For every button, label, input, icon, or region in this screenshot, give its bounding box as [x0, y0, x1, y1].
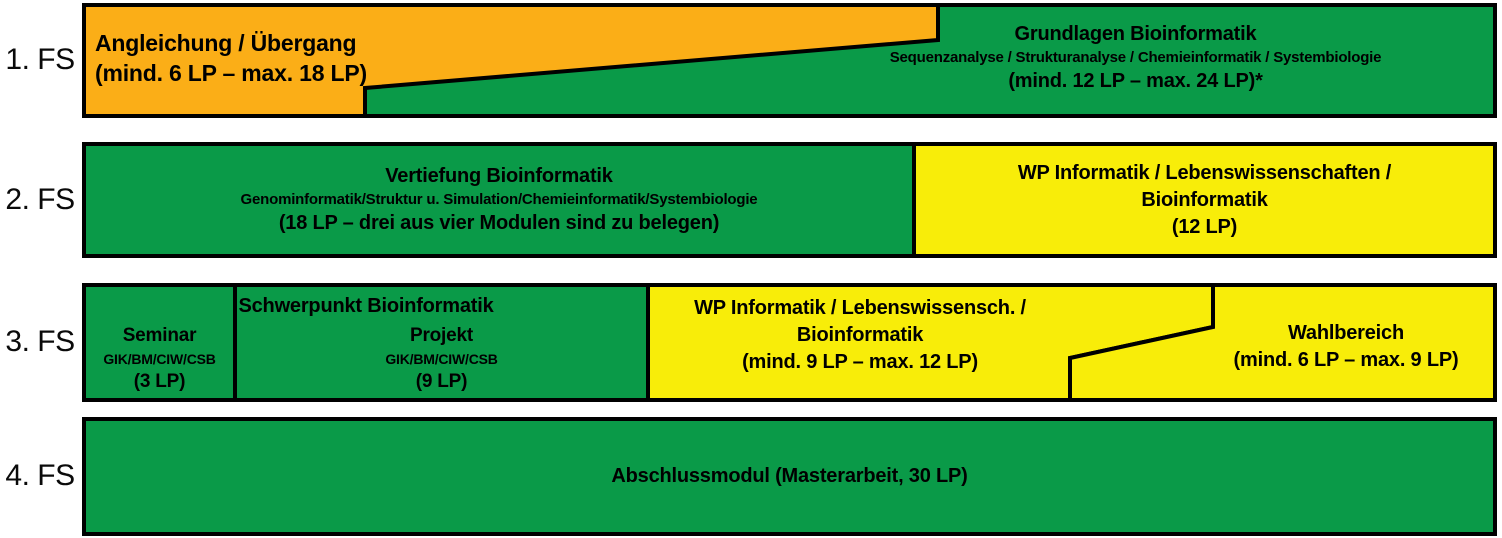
block-credits: (3 LP)	[133, 371, 186, 392]
block-title: Vertiefung Bioinformatik	[385, 165, 613, 187]
schwerpunkt-title: Schwerpunkt Bioinformatik	[238, 295, 494, 317]
block-subtitle: Genominformatik/Struktur u. Simulation/Chemieinformatik/Systembiologie	[240, 191, 758, 208]
block-title-line2: Bioinformatik	[1141, 189, 1268, 211]
block-title: Grundlagen Bioinformatik	[1014, 23, 1257, 45]
block-title: Projekt	[409, 325, 473, 346]
block-title-line1: WP Informatik / Lebenswissenschaften /	[1017, 162, 1392, 184]
block-wp-informatik-fs2	[912, 142, 1497, 258]
block-abschlussmodul	[82, 417, 1497, 536]
row-fs1	[82, 3, 1497, 118]
block-subtitle: GIK/BM/CIW/CSB	[385, 351, 498, 367]
block-title-line1: WP Informatik / Lebenswissensch. /	[694, 297, 1026, 319]
block-vertiefung-bioinformatik	[82, 142, 916, 258]
block-angleichung-uebergang	[95, 28, 367, 88]
block-title: Seminar	[122, 325, 197, 346]
semester-label-fs1: 1. FS	[5, 43, 75, 76]
block-credits: (18 LP – drei aus vier Modulen sind zu belegen)	[278, 212, 720, 234]
block-grundlagen-bioinformatik	[786, 21, 1485, 95]
semester-label-fs2: 2. FS	[5, 183, 75, 216]
block-subtitle: GIK/BM/CIW/CSB	[103, 351, 216, 367]
block-title: Abschlussmodul (Masterarbeit, 30 LP)	[611, 465, 968, 487]
row-fs3-wahlpflicht	[646, 283, 1497, 402]
block-title: Angleichung / Übergang	[95, 30, 357, 56]
block-subtitle: Sequenzanalyse / Strukturanalyse / Chemieinformatik / Systembiologie	[889, 49, 1382, 66]
block-credits: (mind. 9 LP – max. 12 LP)	[742, 351, 978, 373]
block-title-line2: Bioinformatik	[796, 324, 924, 346]
block-credits: (mind. 12 LP – max. 24 LP)*	[1008, 70, 1263, 92]
block-wp-informatik-fs3	[650, 295, 1070, 376]
block-credits: (12 LP)	[1171, 216, 1238, 238]
block-schwerpunkt-bioinformatik	[82, 283, 650, 402]
block-credits: (mind. 6 LP – max. 18 LP)	[95, 60, 367, 86]
block-credits: (9 LP)	[415, 371, 468, 392]
semester-label-fs3: 3. FS	[5, 325, 75, 358]
semester-label-fs4: 4. FS	[5, 459, 75, 492]
block-wahlbereich	[1201, 320, 1491, 374]
block-credits: (mind. 6 LP – max. 9 LP)	[1233, 349, 1459, 371]
block-title: Wahlbereich	[1288, 322, 1404, 344]
